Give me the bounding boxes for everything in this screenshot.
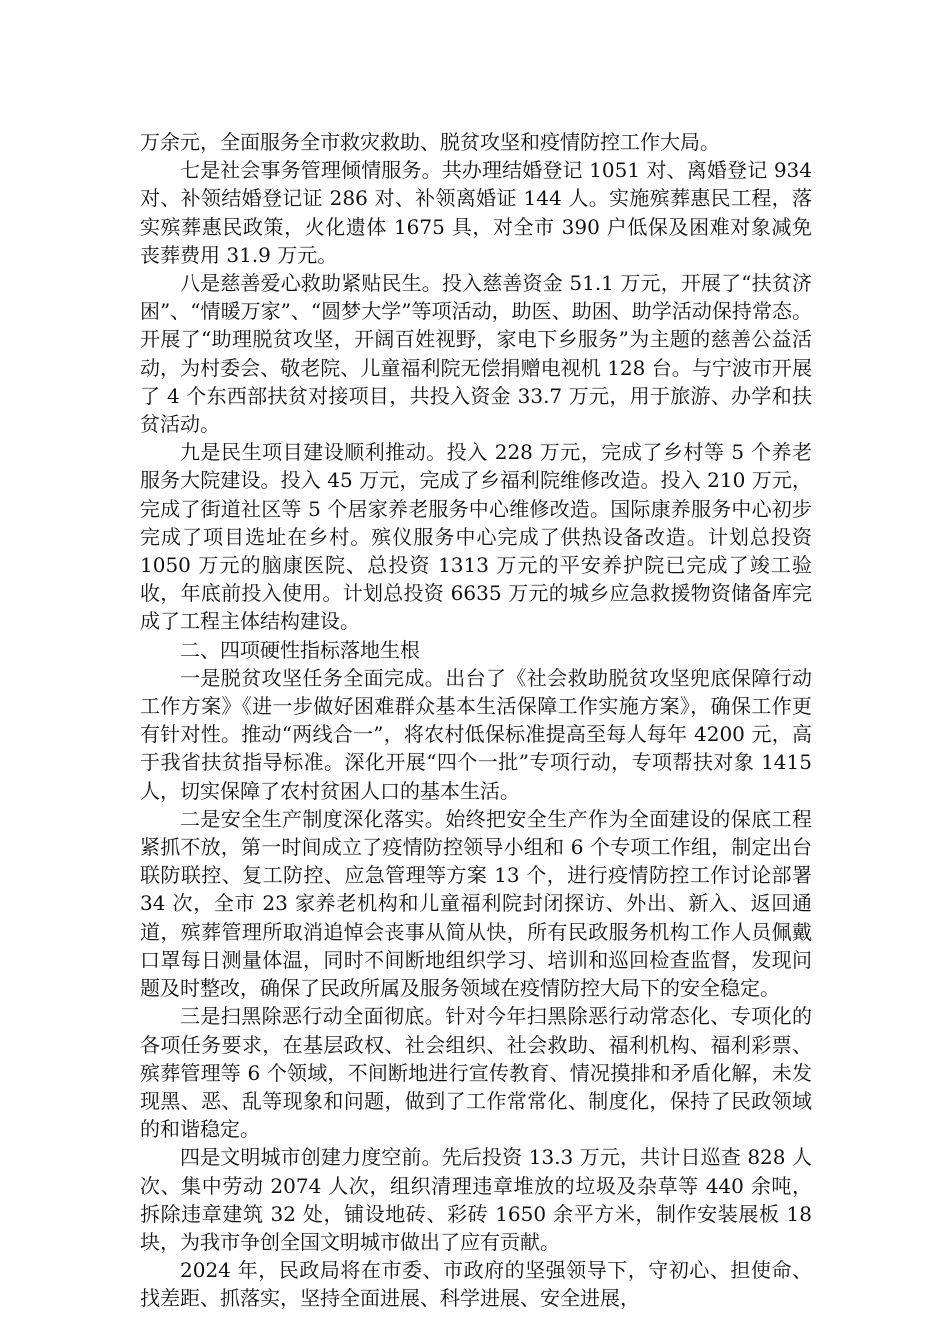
paragraph-social-affairs: 七是社会事务管理倾情服务。共办理结婚登记 1051 对、离婚登记 934 对、补领结婚登记证 286 对、补领离婚证 144 人。实施殡葬惠民工程，落实殡葬惠民政策，火化遗体 1675 具，对全市 390 户低保及困难对象减免丧葬费用 31.9 万元。 xyxy=(140,158,812,267)
paragraph-civilized-city: 四是文明城市创建力度空前。先后投资 13.3 万元，共计日巡查 828 人次、集中劳动 2074 人次，组织清理违章堆放的垃圾及杂草等 440 余吨，拆除违章建筑 32 处，铺设地砖、彩砖 1650 余平方米，制作安装展板 18 块，为我市争创全国文明城市做出了应有贡献。 xyxy=(140,1145,812,1254)
document-page xyxy=(140,128,812,1313)
paragraph-2024-outlook: 2024 年，民政局将在市委、市政府的坚强领导下，守初心、担使命、找差距、抓落实，坚持全面进展、科学进展、安全进展， xyxy=(140,1258,812,1311)
paragraph-poverty-alleviation: 一是脱贫攻坚任务全面完成。出台了《社会救助脱贫攻坚兜底保障行动工作方案》《进一步做好困难群众基本生活保障工作实施方案》，确保工作更有针对性。推动“两线合一”，将农村低保标准提高至每人每年 4200 元，高于我省扶贫指导标准。深化开展“四个一批”专项行动，专项帮扶对象 1415 人，切实保障了农村贫困人口的基本生活。 xyxy=(140,665,812,803)
section-heading: 二、四项硬性指标落地生根 xyxy=(180,637,420,662)
paragraph-continuation: 万余元，全面服务全市救灾救助、脱贫攻坚和疫情防控工作大局。 xyxy=(140,130,720,154)
paragraph-safety-production: 二是安全生产制度深化落实。始终把安全生产作为全面建设的保底工程紧抓不放，第一时间成立了疫情防控领导小组和 6 个专项工作组，制定出台联防联控、复工防控、应急管理等方案 13 个，进行疫情防控工作讨论部署 34 次，全市 23 家养老机构和儿童福利院封闭探访、外出、新入、返回通道，殡葬管理所取消追悼会丧事从简从快，所有民政服务机构工作人员佩戴口罩每日测量体温，同时不间断地组织学习、培训和巡回检查监督，发现问题及时整改，确保了民政所属及服务领域在疫情防控大局下的安全稳定。 xyxy=(140,806,812,1001)
paragraph-livelihood-projects: 九是民生项目建设顺利推动。投入 228 万元，完成了乡村等 5 个养老服务大院建设。投入 45 万元，完成了乡福利院维修改造。投入 210 万元，完成了街道社区等 5 个居家养老服务中心维修改造。国际康养服务中心初步完成了项目选址在乡村。殡仪服务中心完成了供热设备改造。计划总投资 1050 万元的脑康医院、总投资 1313 万元的平安养护院已完成了竣工验收，年底前投入使用。计划总投资 6635 万元的城乡应急救援物资储备库完成了工程主体结构建设。 xyxy=(140,440,812,634)
paragraph-anti-crime: 三是扫黑除恶行动全面彻底。针对今年扫黑除恶行动常态化、专项化的各项任务要求，在基层政权、社会组织、社会救助、福利机构、福利彩票、殡葬管理等 6 个领域，不间断地进行宣传教育、情况摸排和矛盾化解，未发现黑、恶、乱等现象和问题，做到了工作常常化、制度化，保持了民政领域的和谐稳定。 xyxy=(140,1004,812,1142)
paragraph-charity: 八是慈善爱心救助紧贴民生。投入慈善资金 51.1 万元，开展了“扶贫济困”、“情暖万家”、“圆梦大学”等项活动，助医、助困、助学活动保持常态。开展了“助理脱贫攻坚，开阔百姓视野，家电下乡服务”为主题的慈善公益活动，为村委会、敬老院、儿童福利院无偿捐赠电视机 128 台。与宁波市开展了 4 个东西部扶贫对接项目，共投入资金 33.7 万元，用于旅游、办学和扶贫活动。 xyxy=(140,271,812,437)
